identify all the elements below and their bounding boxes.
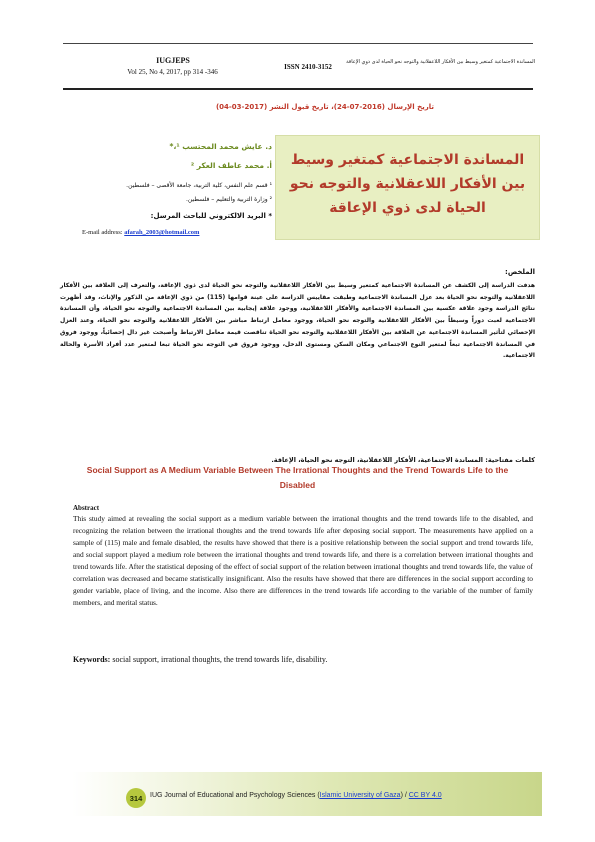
title-arabic: المساندة الاجتماعية كمتغير وسيط بين الأفكار اللاعقلانية والتوجه نحو الحياة لدى ذوي الإعاقة bbox=[289, 152, 526, 216]
abstract-en-heading: Abstract bbox=[73, 504, 100, 512]
journal-code: IUGJEPS bbox=[156, 56, 190, 65]
affiliation-2: ² وزارة التربية والتعليم – فلسطين. bbox=[185, 196, 272, 203]
publisher-link[interactable]: Islamic University of Gaza bbox=[319, 792, 401, 799]
email-line bbox=[82, 229, 272, 236]
title-english: Social Support as A Medium Variable Between The Irrational Thoughts and the Trend Towards Life to the Disabled bbox=[86, 465, 509, 490]
page-number: 314 bbox=[126, 788, 146, 808]
header-rule-bottom bbox=[63, 88, 533, 90]
footer-separator: ) / bbox=[400, 792, 409, 799]
header-rule-top bbox=[63, 43, 533, 44]
issn: ISSN 2410-3152 bbox=[284, 63, 332, 71]
keywords-en-text: social support, irrational thoughts, the trend towards life, disability. bbox=[112, 655, 328, 664]
footer-journal: IUG Journal of Educational and Psychology Sciences ( bbox=[150, 792, 320, 799]
email-prefix: E-mail address: bbox=[82, 229, 123, 236]
affiliation-1: ¹ قسم علم النفس، كلية التربية، جامعة الأقصى – فلسطين. bbox=[126, 182, 272, 189]
footer-citation bbox=[150, 792, 540, 799]
email-link[interactable]: afarah_2003@hotmail.com bbox=[124, 229, 200, 236]
authors bbox=[60, 137, 272, 175]
keywords-ar: كلمات مفتاحية: المساندة الاجتماعية، الأفكار اللاعقلانية، التوجه نحو الحياة، الإعاقة. bbox=[271, 456, 535, 464]
submission-dates: تاريخ الإرسال (2016-07-24)، تاريخ قبول النشر (2017-03-04) bbox=[215, 103, 435, 111]
running-title-ar: المساندة الاجتماعية كمتغير وسيط بين الأفكار اللاعقلانية والتوجه نحو الحياة لدى ذوي الإعاقة bbox=[346, 59, 535, 65]
abstract-ar-heading: الملخص: bbox=[505, 268, 535, 276]
author-1: د. عايش محمد المحتسب ¹،* bbox=[169, 142, 272, 151]
author-2: أ. محمد عاطف العكر ² bbox=[190, 161, 272, 170]
abstract-ar-body: هدفت الدراسة إلى الكشف عن المساندة الاجتماعية كمتغير وسيط بين الأفكار اللاعقلانية والتوجه نحو الحياة لدى ذوي الإعاقة، والتعرف إلى العلاقة بين الأفكار اللاعقلانية والتوجه نحو الحياة بعد عزل المساندة الاجتماعية وطبقت مقاييس الدراسة على عينة قوامها (115) من ذوي الإعاقة من الذكور والإناث، وقد أظهرت نتائج الدراسة وجود علاقة عكسية بين المساندة الاجتماعية والأفكار اللاعقلانية، ووجود علاقة إيجابية بين المساندة الاجتماعية والتوجه نحو الحياة، وأن المساندة الاجتماعية لعبت دوراً وسيطاً بين الأفكار اللاعقلانية والتوجه نحو الحياة، ووجود معامل ارتباط مباشر بين الأفكار اللاعقلانية والتوجه نحو الحياة، وعند العزل الإحصائي لتأثير المساندة الاجتماعية عن العلاقة بين الأفكار اللاعقلانية والتوجه نحو الحياة تناقصت قيمة معامل الارتباط وأصبحت غير دال إحصائياً، ووجود فروق في المساندة الاجتماعية تبعاً لمتغير النوع الاجتماعي ومكان السكن ومستوى الدخل، ووجود فروق في التوجه نحو الحياة تبعا لمتغير عدد أفراد الأسرة والحالة الاجتماعية. bbox=[60, 282, 535, 360]
abstract-en-body: This study aimed at revealing the social support as a medium variable between the irrational thoughts and the trend towards life to the disabled, and recognizing the relation between the irrational thoughts and the trend towards life after deposing social support. The measurements have applied on a sample of (115) male and female disabled, the results have showed that there is a positive relationship between the social support and trend towards life, and social support played a medium role between the irrational thoughts and trend towards life, and there is a correlation between irrational thoughts and trend towards life. After the statistical deposing of the effect of social support of the relation between irrational thoughts and trend towards life, the value of correlation was decreased and became statistically insignificant. Also the results have showed that there are differences in the social support according to gender variable, place of living, and the income. Also there are differences in the trend towards life according to the variable of the number of family members, and merital status. bbox=[73, 514, 533, 607]
keywords-en bbox=[73, 655, 533, 664]
license-link[interactable]: CC BY 4.0 bbox=[408, 792, 442, 799]
volume-line: Vol 25, No 4, 2017, pp 314 -346 bbox=[127, 68, 218, 76]
affiliations bbox=[60, 179, 272, 207]
keywords-en-label: Keywords: bbox=[73, 655, 111, 664]
email-label-ar: * البريد الالكتروني للباحث المرسل: bbox=[150, 212, 272, 220]
